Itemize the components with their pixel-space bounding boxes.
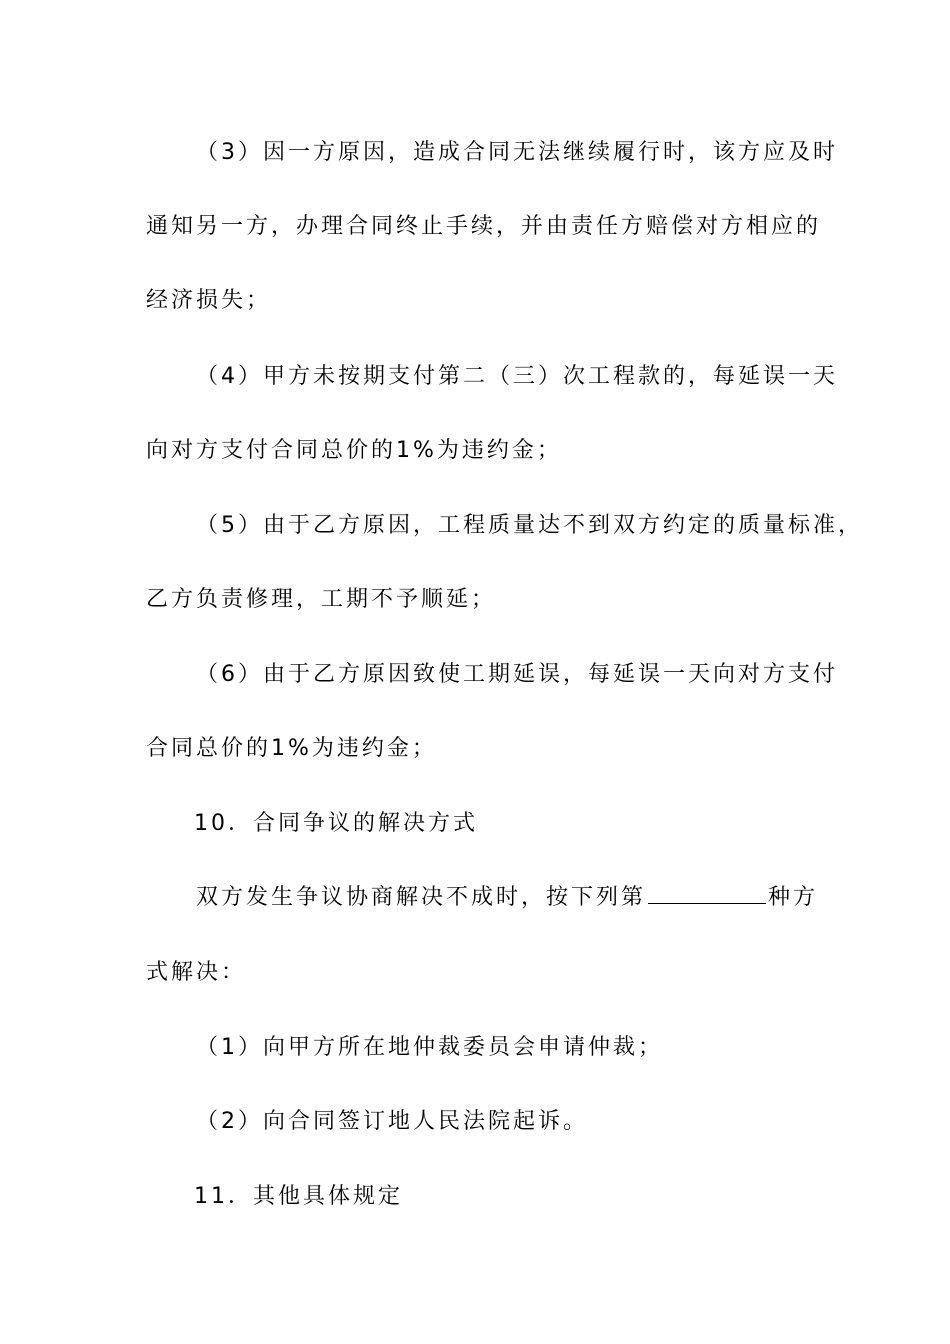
paragraph-line: （6）由于乙方原因致使工期延误，每延误一天向对方支付	[196, 662, 838, 687]
paragraph-line: （1）向甲方所在地仲裁委员会申请仲裁；	[196, 1035, 663, 1060]
dispute-text-after: 种方	[768, 885, 819, 910]
paragraph-line: 经济损失；	[146, 288, 272, 313]
paragraph-line: 通知另一方，办理合同终止手续，并由责任方赔偿对方相应的	[146, 214, 822, 239]
paragraph-line: 向对方支付合同总价的1%为违约金；	[146, 438, 562, 463]
section-heading: 11．其他具体规定	[194, 1184, 403, 1209]
paragraph-line: （5）由于乙方原因，工程质量达不到双方约定的质量标准，	[196, 513, 863, 538]
section-heading: 10．合同争议的解决方式	[194, 811, 478, 836]
paragraph-line: 式解决：	[146, 960, 247, 985]
paragraph-line: （3）因一方原因，造成合同无法继续履行时，该方应及时	[196, 140, 838, 165]
paragraph-line: （4）甲方未按期支付第二（三）次工程款的，每延误一天	[196, 364, 838, 389]
paragraph-line: 合同总价的1%为违约金；	[146, 736, 437, 761]
dispute-text-before: 双方发生争议协商解决不成时，按下列第	[196, 885, 647, 910]
fill-in-blank[interactable]	[648, 883, 766, 904]
dispute-line	[196, 883, 866, 913]
paragraph-line: 乙方负责修理，工期不予顺延；	[146, 587, 497, 612]
paragraph-line: （2）向合同签订地人民法院起诉。	[196, 1109, 588, 1134]
